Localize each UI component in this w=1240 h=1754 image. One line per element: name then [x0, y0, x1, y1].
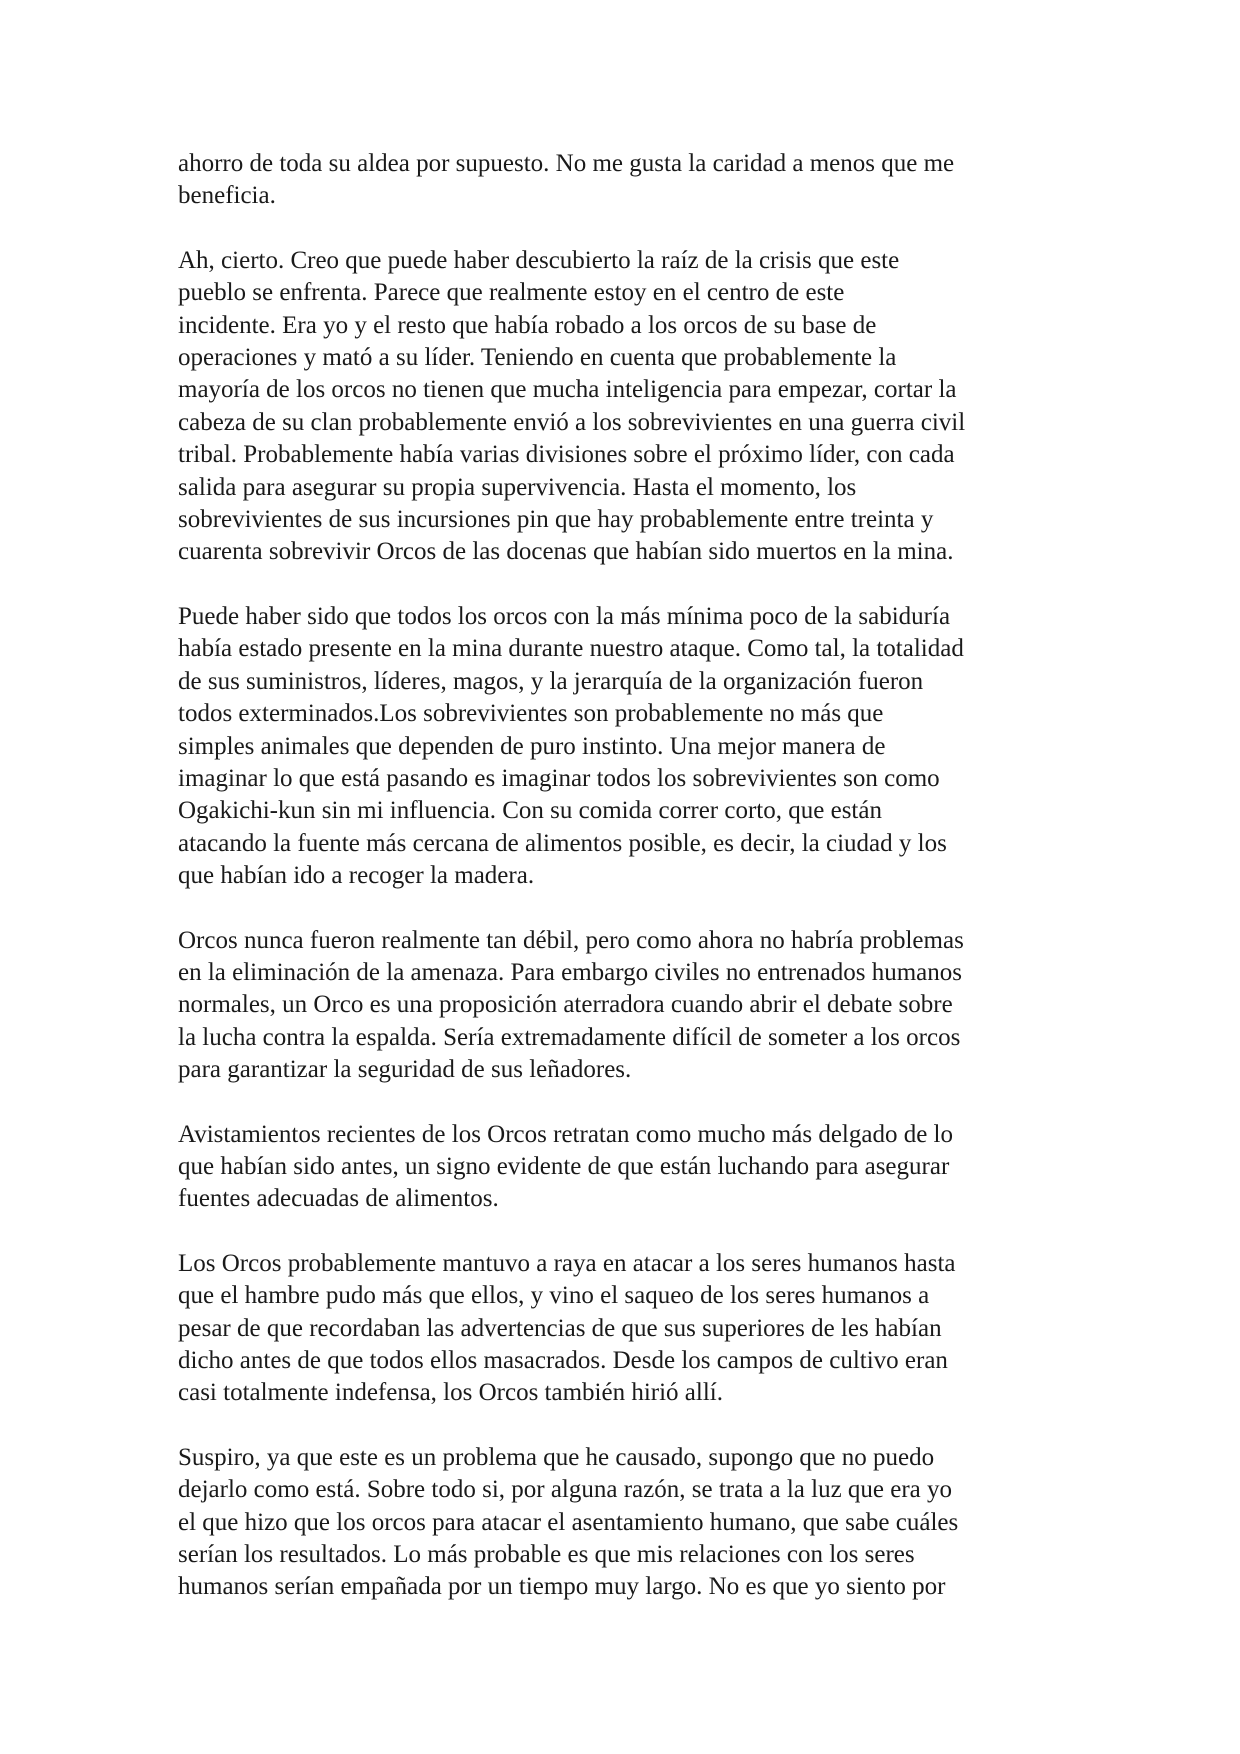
paragraph-2: Ah, cierto. Creo que puede haber descubierto la raíz de la crisis que este pueblo se enfrenta. Parece que realmente estoy en el centro de este incidente. Era yo y el resto que había robado a los orcos de su base de operaciones y mató a su líder. Teniendo en cuenta que probablemente la mayoría de los orcos no tienen que mucha inteligencia para empezar, cortar la cabeza de su clan probablemente envió a los sobrevivientes en una guerra civil tribal. Probablemente había varias divisiones sobre el próximo líder, con cada salida para asegurar su propia supervivencia. Hasta el momento, los sobrevivientes de sus incursiones pin que hay probablemente entre treinta y cuarenta sobrevivir Orcos de las docenas que habían sido muertos en la mina.	[178, 246, 966, 566]
paragraph-4: Orcos nunca fueron realmente tan débil, pero como ahora no habría problemas en la eliminación de la amenaza. Para embargo civiles no entrenados humanos normales, un Orco es una proposición aterradora cuando abrir el debate sobre la lucha contra la espalda. Sería extremadamente difícil de someter a los orcos para garantizar la seguridad de sus leñadores.	[178, 926, 964, 1084]
document-body	[178, 148, 1078, 1636]
paragraph-3: Puede haber sido que todos los orcos con la más mínima poco de la sabiduría había estado presente en la mina durante nuestro ataque. Como tal, la totalidad de sus suministros, líderes, magos, y la jerarquía de la organización fueron todos exterminados.Los sobrevivientes son probablemente no más que simples animales que dependen de puro instinto. Una mejor manera de imaginar lo que está pasando es imaginar todos los sobrevivientes son como Ogakichi-kun sin mi influencia. Con su comida correr corto, que están atacando la fuente más cercana de alimentos posible, es decir, la ciudad y los que habían ido a recoger la madera.	[178, 602, 964, 890]
paragraph-1: ahorro de toda su aldea por supuesto. No me gusta la caridad a menos que me beneficia.	[178, 150, 955, 210]
paragraph-6: Los Orcos probablemente mantuvo a raya en atacar a los seres humanos hasta que el hambre pudo más que ellos, y vino el saqueo de los seres humanos a pesar de que recordaban las advertencias de que sus superiores de les habían dicho antes de que todos ellos masacrados. Desde los campos de cultivo eran casi totalmente indefensa, los Orcos también hirió allí.	[178, 1249, 956, 1407]
paragraph-7: Suspiro, ya que este es un problema que he causado, supongo que no puedo dejarlo como está. Sobre todo si, por alguna razón, se trata a la luz que era yo el que hizo que los orcos para atacar el asentamiento humano, que sabe cuáles serían los resultados. Lo más probable es que mis relaciones con los seres humanos serían empañada por un tiempo muy largo. No es que yo siento por	[178, 1443, 959, 1601]
paragraph-5: Avistamientos recientes de los Orcos retratan como mucho más delgado de lo que habían sido antes, un signo evidente de que están luchando para asegurar fuentes adecuadas de alimentos.	[178, 1120, 953, 1213]
